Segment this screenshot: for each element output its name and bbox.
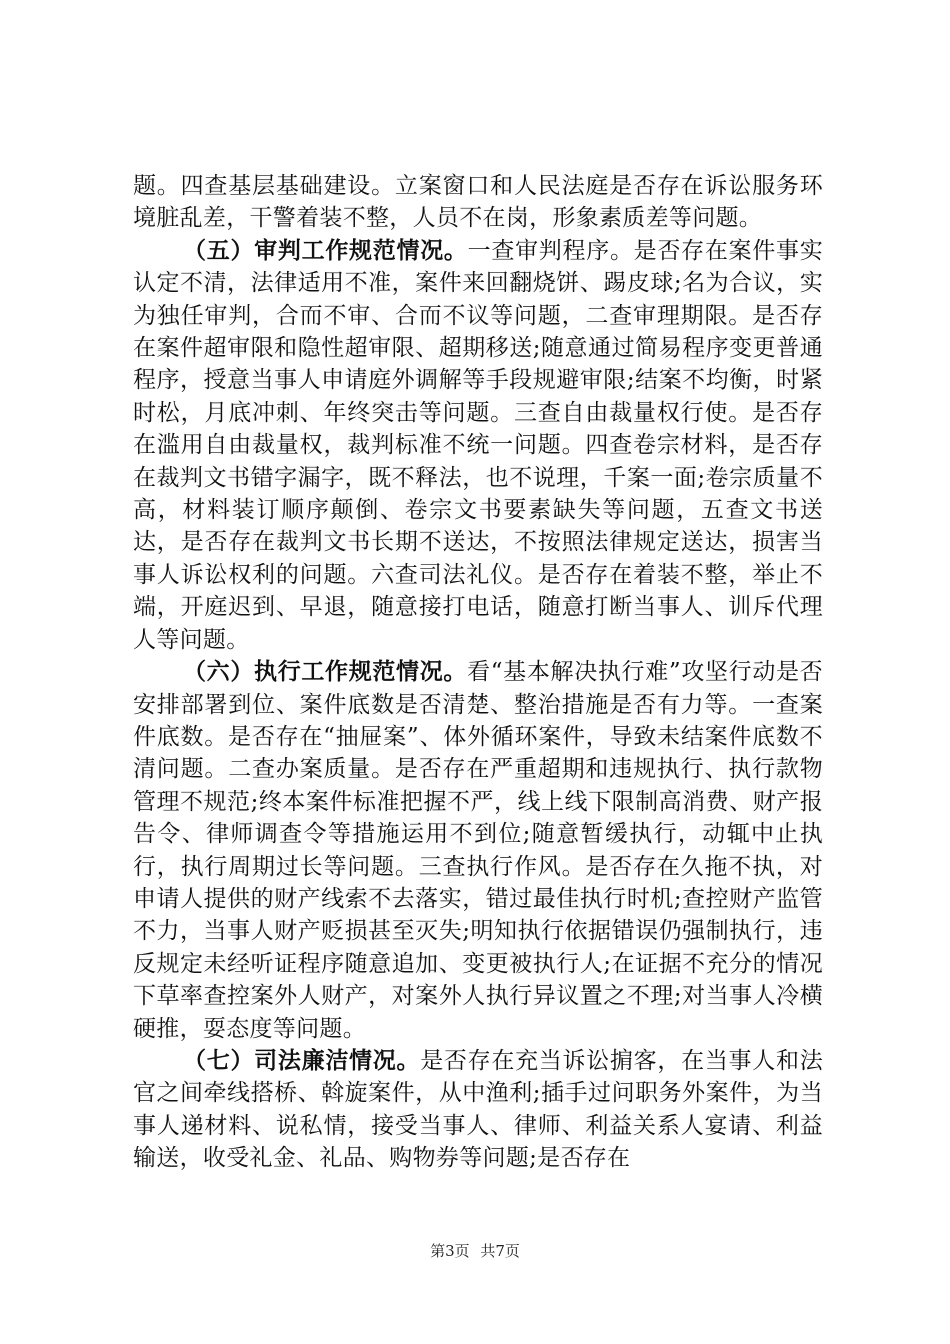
page-total: 共7页 <box>480 1242 520 1260</box>
paragraph-continuation <box>133 170 823 235</box>
page-footer <box>0 1240 950 1261</box>
page-number: 第3页 <box>430 1242 470 1260</box>
paragraph-text: 看“基本解决执行难”攻坚行动是否安排部署到位、案件底数是否清楚、整治措施是否有力等。一查案件底数。是否存在“抽屉案”、体外循环案件，导致未结案件底数不清问题。二查办案质量。是否存在严重超期和违规执行、执行款物管理不规范;终本案件标准把握不严，线上线下限制高消费、财产报告令、律师调查令等措施运用不到位;随意暂缓执行，动辄中止执行，执行周期过长等问题。三查执行作风。是否存在久拖不执，对申请人提供的财产线索不去落实，错过最佳执行时机;查控财产监管不力，当事人财产贬损甚至灭失;明知执行依据错误仍强制执行，违反规定未经听证程序随意追加、变更被执行人;在证据不充分的情况下草率查控案外人财产，对案外人执行异议置之不理;对当事人冷横硬推，耍态度等问题。 <box>133 659 823 1042</box>
paragraph-text: 题。四查基层基础建设。立案窗口和人民法庭是否存在诉讼服务环境脏乱差，干警着装不整，人员不在岗，形象素质差等问题。 <box>133 173 823 232</box>
paragraph-trial-standards <box>133 235 823 656</box>
body-text <box>133 170 823 1175</box>
section-heading-6: （六）执行工作规范情况。 <box>183 659 468 686</box>
section-heading-7: （七）司法廉洁情况。 <box>183 1047 421 1074</box>
paragraph-enforcement-standards <box>133 656 823 1045</box>
paragraph-text: 一查审判程序。是否存在案件事实认定不清，法律适用不准，案件来回翻烧饼、踢皮球;名为合议，实为独任审判，合而不审、合而不议等问题，二查审理期限。是否存在案件超审限和隐性超审限、超期移送;随意通过简易程序变更普通程序，授意当事人申请庭外调解等手段规避审限;结案不均衡，时紧时松，月底冲刺、年终突击等问题。三查自由裁量权行使。是否存在滥用自由裁量权，裁判标准不统一问题。四查卷宗材料，是否存在裁判文书错字漏字，既不释法，也不说理，千案一面;卷宗质量不高，材料装订顺序颠倒、卷宗文书要素缺失等问题，五查文书送达，是否存在裁判文书长期不送达，不按照法律规定送达，损害当事人诉讼权利的问题。六查司法礼仪。是否存在着装不整，举止不端，开庭迟到、早退，随意接打电话，随意打断当事人、训斥代理人等问题。 <box>133 237 824 653</box>
paragraph-text: 是否存在充当诉讼掮客，在当事人和法官之间牵线搭桥、斡旋案件，从中渔利;插手过问职务外案件，为当事人递材料、说私情，接受当事人、律师、利益关系人宴请、利益输送，收受礼金、礼品、购物券等问题;是否存在 <box>133 1047 824 1172</box>
paragraph-judicial-integrity <box>133 1045 823 1175</box>
section-heading-5: （五）审判工作规范情况。 <box>183 237 468 264</box>
